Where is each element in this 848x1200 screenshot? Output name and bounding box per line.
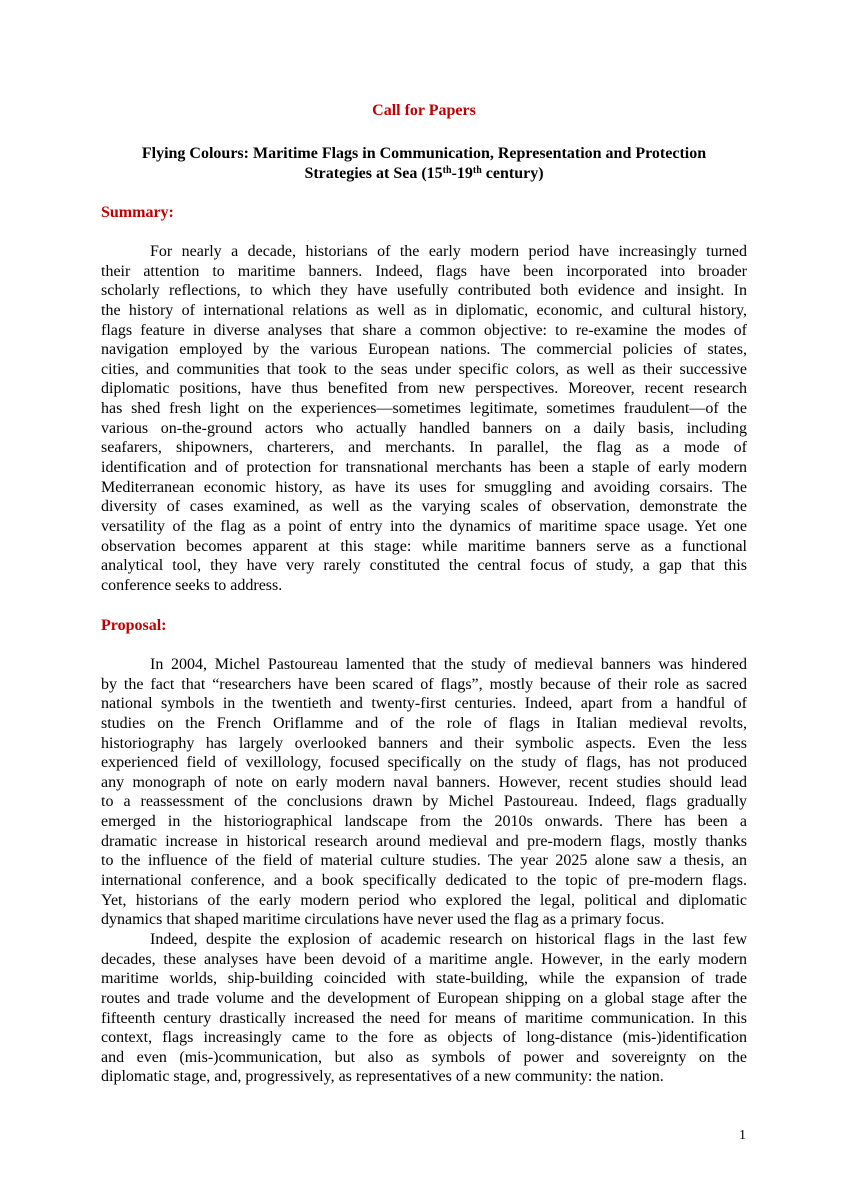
title-text: -19 bbox=[451, 165, 473, 182]
text-line: any monograph of note on early modern naval banners. However, recent studies should lead bbox=[101, 773, 747, 791]
text-line: diversity of cases examined, as well as the varying scales of observation, demonstrate the bbox=[101, 498, 747, 516]
text-line: cities, and communities that took to the seas under specific colors, as well as their successive bbox=[101, 360, 747, 378]
text-line: emerged in the historiographical landscape from the 2010s onwards. There has been a bbox=[101, 813, 747, 831]
title-text: Strategies at Sea (15 bbox=[304, 165, 443, 182]
text-line: fifteenth century drastically increased the need for means of maritime communication. In this bbox=[101, 1009, 747, 1027]
text-line: decades, these analyses have been devoid of a maritime angle. However, in the early modern bbox=[101, 950, 747, 968]
proposal-heading: Proposal: bbox=[101, 617, 167, 634]
text-line: flags feature in diverse analyses that share a common objective: to re-examine the modes of bbox=[101, 321, 747, 339]
document-title bbox=[101, 144, 747, 184]
text-line: by the fact that “researchers have been scared of flags”, mostly because of their role as sacred bbox=[101, 675, 747, 693]
text-line: the history of international relations as well as in diplomatic, economic, and cultural history, bbox=[101, 301, 747, 319]
text-line: various on-the-ground actors who actually handled banners on a daily basis, including bbox=[101, 419, 747, 437]
text-line: maritime worlds, ship-building coincided with state-building, while the expansion of trade bbox=[101, 970, 747, 988]
text-line: routes and trade volume and the development of European shipping on a global stage after the bbox=[101, 989, 747, 1007]
title-text: century) bbox=[481, 165, 544, 182]
text-line: navigation employed by the various European nations. The commercial policies of states, bbox=[101, 341, 747, 359]
text-line: diplomatic stage, and, progressively, as representatives of a new community: the nation. bbox=[101, 1068, 664, 1086]
text-line: international conference, and a book specifically dedicated to the topic of pre-modern flags. bbox=[101, 872, 747, 890]
summary-heading: Summary: bbox=[101, 204, 174, 221]
text-line: Yet, historians of the early modern period who explored the legal, political and diplomatic bbox=[101, 891, 747, 909]
text-line: diplomatic positions, have thus benefited from new perspectives. Moreover, recent research bbox=[101, 380, 747, 398]
text-line: analytical tool, they have very rarely constituted the central focus of study, a gap that this bbox=[101, 557, 747, 575]
text-line: dynamics that shaped maritime circulations have never used the flag as a primary focus. bbox=[101, 911, 665, 929]
page-number: 1 bbox=[739, 1128, 746, 1143]
text-line: Mediterranean economic history, as have its uses for smuggling and avoiding corsairs. The bbox=[101, 478, 747, 496]
proposal-paragraph-2 bbox=[101, 930, 747, 1087]
text-line: and even (mis-)communication, but also as symbols of power and sovereignty on the bbox=[101, 1048, 747, 1066]
call-for-papers-label: Call for Papers bbox=[372, 102, 476, 119]
text-line: In 2004, Michel Pastoureau lamented that the study of medieval banners was hindered bbox=[150, 656, 747, 673]
text-line: scholarly reflections, to which they have usefully contributed both evidence and insight. In bbox=[101, 282, 747, 300]
title-superscript: th bbox=[442, 165, 452, 176]
text-line: to the influence of the field of material culture studies. The year 2025 alone saw a thesis, an bbox=[101, 852, 747, 870]
title-line-2 bbox=[101, 164, 747, 184]
text-line: national symbols in the twentieth and twenty-first centuries. Indeed, apart from a handful of bbox=[101, 695, 747, 713]
text-line: observation becomes apparent at this stage: while maritime banners serve as a functional bbox=[101, 537, 747, 555]
title-line-1: Flying Colours: Maritime Flags in Communication, Representation and Protection bbox=[141, 145, 707, 162]
text-line: identification and of protection for transnational merchants has been a staple of early modern bbox=[101, 459, 747, 477]
text-line: historiography has largely overlooked banners and their symbolic aspects. Even the less bbox=[101, 734, 747, 752]
text-line: experienced field of vexillology, focused specifically on the study of flags, has not produced bbox=[101, 754, 747, 772]
proposal-paragraph-1 bbox=[101, 655, 747, 930]
text-line: For nearly a decade, historians of the early modern period have increasingly turned bbox=[150, 243, 747, 260]
text-line: versatility of the flag as a point of entry into the dynamics of maritime space usage. Yet one bbox=[101, 517, 747, 535]
text-line: conference seeks to address. bbox=[101, 576, 283, 594]
summary-paragraph bbox=[101, 242, 747, 596]
text-line: seafarers, shipowners, charterers, and merchants. In parallel, the flag as a mode of bbox=[101, 439, 747, 457]
text-line: studies on the French Oriflamme and of the role of flags in Italian medieval revolts, bbox=[101, 714, 747, 732]
text-line: their attention to maritime banners. Indeed, flags have been incorporated into broader bbox=[101, 262, 747, 280]
text-line: dramatic increase in historical research around medieval and pre-modern flags, mostly thanks bbox=[101, 832, 747, 850]
title-superscript: th bbox=[472, 165, 482, 176]
text-line: context, flags increasingly came to the fore as objects of long-distance (mis-)identification bbox=[101, 1029, 747, 1047]
text-line: to a reassessment of the conclusions drawn by Michel Pastoureau. Indeed, flags gradually bbox=[101, 793, 747, 811]
text-line: has shed fresh light on the experiences—sometimes legitimate, sometimes fraudulent—of the bbox=[101, 400, 747, 418]
text-line: Indeed, despite the explosion of academic research on historical flags in the last few bbox=[150, 931, 747, 948]
